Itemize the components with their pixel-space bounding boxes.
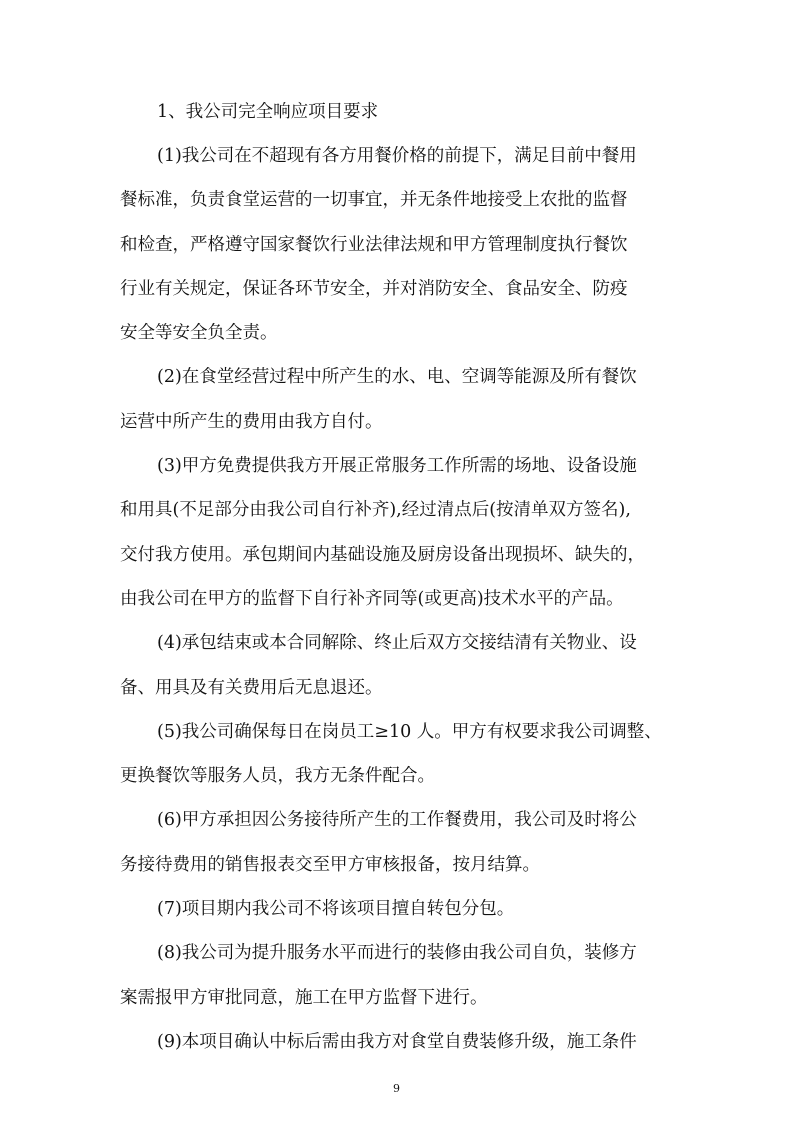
paragraph-line: 案需报甲方审批同意，施工在甲方监督下进行。 xyxy=(120,987,488,1008)
paragraph-line: (7)项目期内我公司不将该项目擅自转包分包。 xyxy=(157,899,515,920)
paragraph-line: 更换餐饮等服务人员，我方无条件配合。 xyxy=(120,766,435,787)
paragraph-line: 交付我方使用。承包期间内基础设施及厨房设备出现损坏、缺失的， xyxy=(120,544,645,565)
paragraph-3 xyxy=(120,444,665,621)
paragraph-line: 行业有关规定，保证各环节安全，并对消防安全、食品安全、防疫 xyxy=(120,278,628,299)
paragraph-line: 安全等安全负全责。 xyxy=(120,323,278,344)
paragraph-6 xyxy=(120,798,665,887)
section-heading: 1、我公司完全响应项目要求 xyxy=(157,102,379,122)
document-body xyxy=(120,90,665,1064)
paragraph-line: 餐标准，负责食堂运营的一切事宜，并无条件地接受上农批的监督 xyxy=(120,190,628,211)
paragraph-line: (6)甲方承担因公务接待所产生的工作餐费用，我公司及时将公 xyxy=(157,810,637,831)
paragraph-8 xyxy=(120,931,665,1020)
paragraph-line: (9)本项目确认中标后需由我方对食堂自费装修升级，施工条件 xyxy=(157,1031,637,1052)
paragraph-line: 务接待费用的销售报表交至甲方审核报备，按月结算。 xyxy=(120,854,540,875)
paragraph-line: (3)甲方免费提供我方开展正常服务工作所需的场地、设备设施 xyxy=(157,456,637,477)
paragraph-line: (5)我公司确保每日在岗员工≥10 人。甲方有权要求我公司调整、 xyxy=(157,721,662,742)
paragraph-line: (4)承包结束或本合同解除、终止后双方交接结清有关物业、设 xyxy=(157,633,637,654)
paragraph-1 xyxy=(120,134,665,355)
page-number: 9 xyxy=(393,1082,400,1095)
paragraph-9 xyxy=(120,1020,665,1064)
paragraph-line: (8)我公司为提升服务水平而进行的装修由我公司自负，装修方 xyxy=(157,943,637,964)
paragraph-7 xyxy=(120,887,665,931)
paragraph-5 xyxy=(120,710,665,799)
paragraph-line: (1)我公司在不超现有各方用餐价格的前提下，满足目前中餐用 xyxy=(157,146,637,166)
paragraph-line: 由我公司在甲方的监督下自行补齐同等(或更高)技术水平的产品。 xyxy=(120,588,624,609)
paragraph-line: (2)在食堂经营过程中所产生的水、电、空调等能源及所有餐饮 xyxy=(157,367,637,388)
paragraph-line: 运营中所产生的费用由我方自付。 xyxy=(120,411,383,432)
paragraph-line: 和检查，严格遵守国家餐饮行业法律法规和甲方管理制度执行餐饮 xyxy=(120,234,628,255)
paragraph-2 xyxy=(120,355,665,444)
paragraph-line: 备、用具及有关费用后无息退还。 xyxy=(120,677,383,698)
paragraph-line: 和用具(不足部分由我公司自行补齐),经过清点后(按清单双方签名), xyxy=(120,500,631,521)
paragraph-4 xyxy=(120,621,665,710)
